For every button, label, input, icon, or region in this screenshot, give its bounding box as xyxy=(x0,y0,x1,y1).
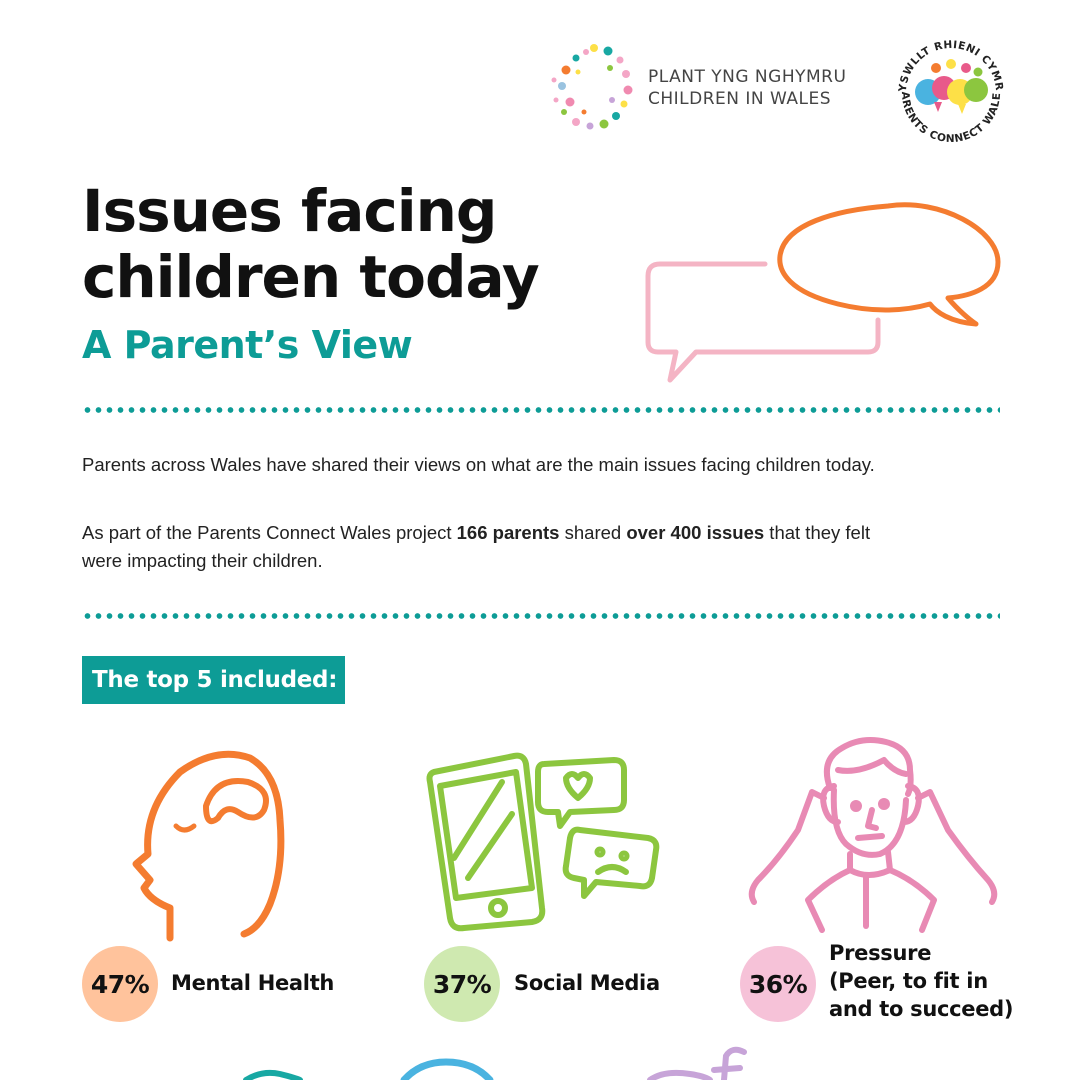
intro-text: As part of the Parents Connect Wales project xyxy=(82,522,457,543)
cropped-illustration-blue xyxy=(404,1062,490,1080)
issues-count: over 400 issues xyxy=(626,522,765,543)
pressure-label-line-1: Pressure xyxy=(829,941,932,965)
partner-top-text: YSWLLT RHIENI CYMR xyxy=(896,38,1006,93)
speech-faces-icon xyxy=(915,59,988,114)
head-profile-icon xyxy=(120,748,300,948)
pressure-label-line-3: and to succeed) xyxy=(829,997,1014,1021)
stat-percent-social-media: 37% xyxy=(424,946,500,1022)
cropped-illustration-purple xyxy=(650,1073,710,1080)
cropped-illustration-teal xyxy=(246,1073,300,1080)
stat-label-pressure xyxy=(829,939,1013,1023)
logo-line-2: CHILDREN IN WALES xyxy=(648,89,832,109)
page-subtitle: A Parent’s View xyxy=(82,323,413,367)
stressed-person-icon xyxy=(738,730,1008,935)
phone-chat-icon xyxy=(420,748,670,938)
intro-text: that they felt were impacting their children. xyxy=(82,522,871,571)
cropped-illustrations xyxy=(0,1040,1080,1080)
stat-percent-pressure: 36% xyxy=(740,946,816,1022)
intro-text: shared xyxy=(559,522,627,543)
stat-label-social-media: Social Media xyxy=(514,971,660,995)
page-title xyxy=(82,178,539,310)
children-in-wales-logo xyxy=(548,42,848,134)
stat-percent-mental-health: 47% xyxy=(82,946,158,1022)
logo-text xyxy=(648,66,846,110)
cropped-illustration-purple-f xyxy=(714,1050,744,1080)
intro-paragraph: Parents across Wales have shared their views on what are the main issues facing children today. xyxy=(82,454,875,475)
pressure-label-line-2: (Peer, to fit in xyxy=(829,969,988,993)
title-line-1: Issues facing xyxy=(82,177,497,245)
parents-connect-wales-logo xyxy=(888,30,1014,156)
speech-bubbles-icon xyxy=(640,200,1010,390)
dotted-divider xyxy=(82,406,1000,414)
parents-count: 166 parents xyxy=(456,522,560,543)
dotted-divider xyxy=(82,612,1000,620)
top5-badge: The top 5 included: xyxy=(82,656,345,704)
title-line-2: children today xyxy=(82,243,539,311)
partner-bottom-text: ARENTS CONNECT WALE xyxy=(898,91,1004,146)
logo-line-1: PLANT YNG NGHYMRU xyxy=(648,67,847,87)
intro-paragraph-2 xyxy=(82,519,882,575)
dots-ring-icon xyxy=(548,42,640,134)
stat-label-mental-health: Mental Health xyxy=(171,971,335,995)
